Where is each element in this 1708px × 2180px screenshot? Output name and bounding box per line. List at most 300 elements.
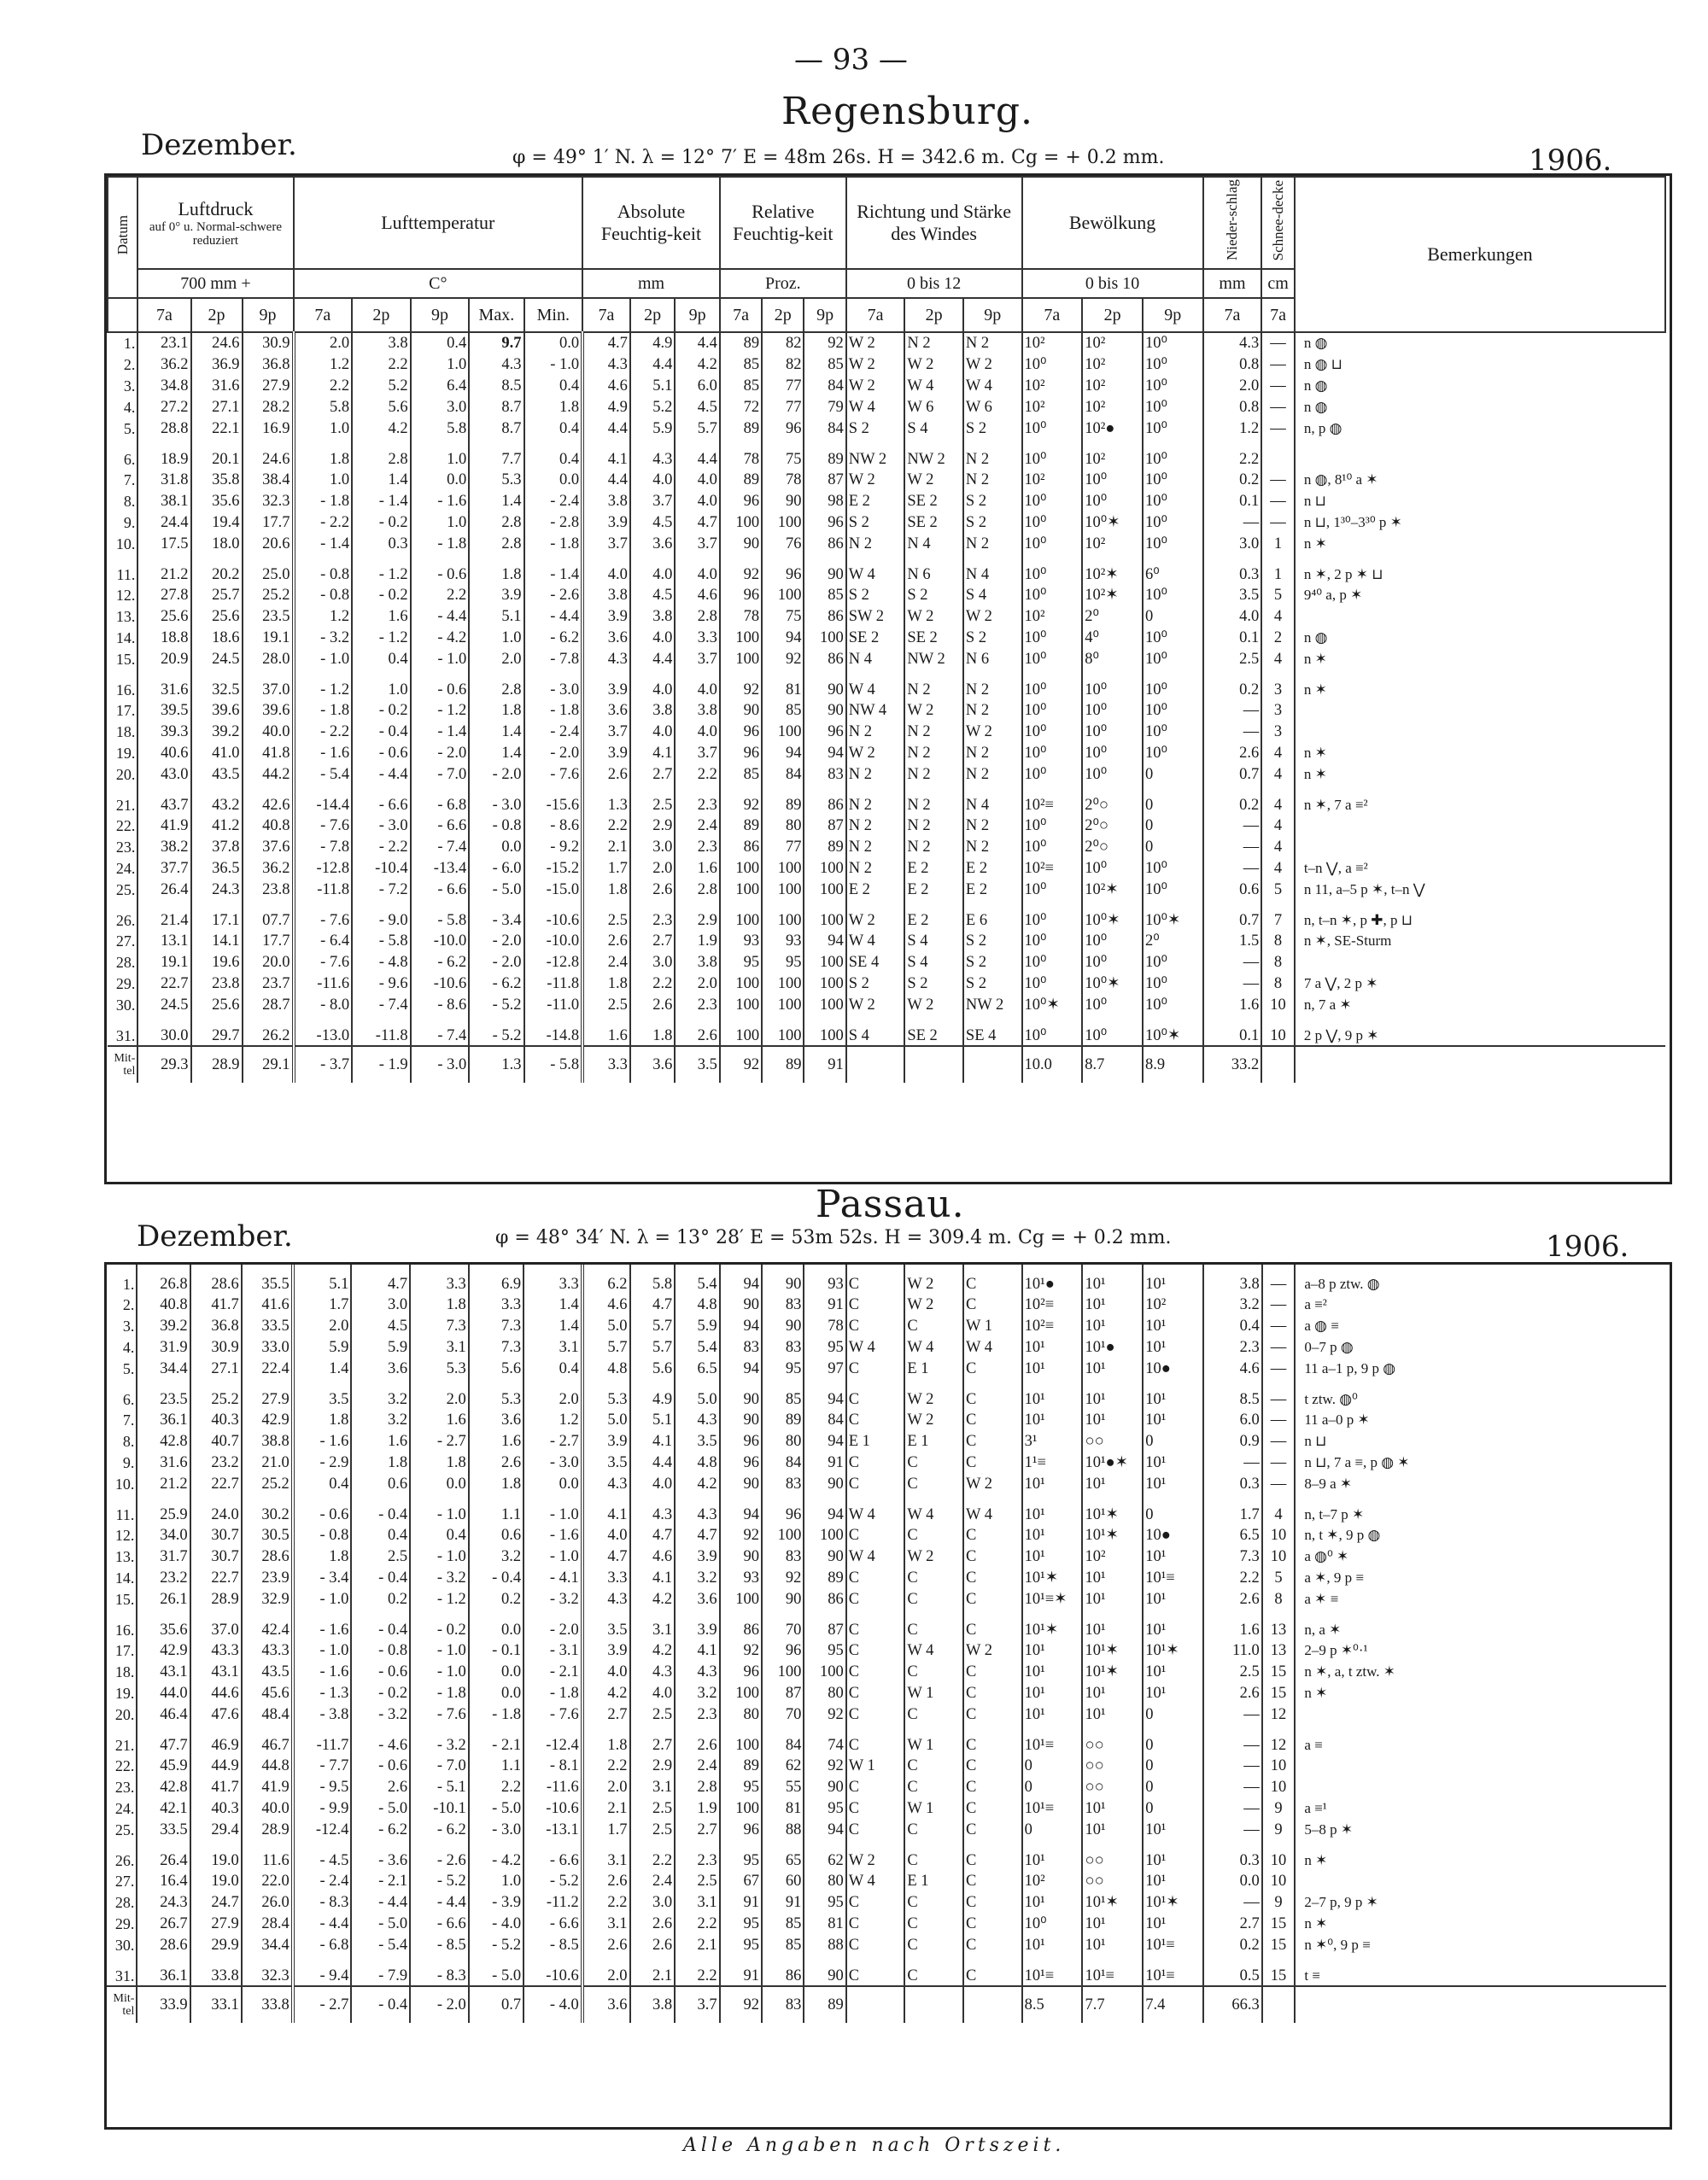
cell-precipitation: — [1203, 1452, 1262, 1473]
cell-pressure-2p: 24.3 [191, 879, 243, 900]
cell-temp-9p: - 1.0 [410, 1639, 469, 1661]
cell-pressure-2p: 44.9 [190, 1755, 242, 1776]
header-bewoelkung: Bewölkung [1022, 177, 1203, 269]
cell-wind-9p: N 2 [963, 469, 1022, 490]
cell-cloud-7a: 10¹≡ [1022, 1725, 1083, 1755]
cell-abs-humidity-2p: 2.2 [630, 1840, 676, 1870]
cell-pressure-7a: 40.8 [137, 1294, 190, 1315]
cell-snow-depth: 4 [1261, 857, 1295, 879]
cell-temp-max: 1.8 [469, 699, 524, 721]
cell-rel-humidity-7a: 93 [720, 930, 762, 951]
cell-abs-humidity-9p: 4.0 [675, 469, 720, 490]
cell-wind-2p: C [904, 1473, 963, 1494]
cell-abs-humidity-9p: 2.3 [675, 1840, 720, 1870]
cell-abs-humidity-7a: 4.1 [582, 1494, 630, 1524]
table-row [107, 1819, 1666, 1840]
cell-abs-humidity-2p: 1.8 [630, 1015, 676, 1046]
cell-cloud-2p: 10¹✶ [1082, 1524, 1143, 1546]
cell-wind-9p: W 4 [963, 375, 1022, 396]
cell-day: 15. [114, 1590, 135, 1608]
cell-cloud-9p: 10¹ [1143, 1588, 1203, 1610]
cell-wind-2p: W 4 [904, 1494, 963, 1524]
cell-rel-humidity-7a: 94 [720, 1265, 762, 1294]
cell-temp-7a: - 6.8 [293, 1934, 352, 1955]
cell-abs-humidity-7a: 3.7 [582, 721, 630, 742]
cell-rel-humidity-7a: 89 [720, 332, 762, 354]
cell-wind-7a: W 4 [846, 930, 905, 951]
cell-abs-humidity-2p: 4.9 [630, 1379, 676, 1409]
cell-abs-humidity-7a: 3.9 [582, 669, 630, 699]
cell-abs-humidity-7a: 3.6 [582, 1986, 630, 2023]
cell-precipitation: 1.6 [1203, 994, 1262, 1015]
cell-wind-9p: E 2 [963, 857, 1022, 879]
table-row [107, 1661, 1666, 1682]
cell-abs-humidity-7a: 3.9 [582, 1639, 630, 1661]
subhdr-7a: 7a [846, 298, 905, 332]
cell-temp-min: - 8.1 [524, 1755, 582, 1776]
cell-cloud-9p: 10² [1143, 1294, 1203, 1315]
cell-day: 7. [123, 470, 136, 488]
cell-precipitation: 4.3 [1203, 332, 1262, 354]
cell-abs-humidity-9p: 3.1 [675, 1891, 720, 1913]
cell-precipitation: 2.7 [1203, 1913, 1262, 1934]
cell-pressure-9p: 22.4 [242, 1358, 293, 1379]
cell-wind-9p: C [963, 1934, 1022, 1955]
cell-temp-2p: - 9.6 [352, 973, 411, 994]
cell-remarks: n ◍ [1295, 396, 1665, 418]
cell-temp-max: 4.3 [469, 354, 524, 375]
cell-snow-depth: — [1262, 1452, 1296, 1473]
cell-temp-9p: 3.3 [410, 1265, 469, 1294]
cell-pressure-2p: 30.9 [190, 1336, 242, 1358]
cell-temp-min: - 3.2 [524, 1588, 582, 1610]
cell-abs-humidity-2p: 5.2 [630, 396, 676, 418]
cell-snow-depth: 1 [1261, 554, 1295, 584]
cell-wind-9p: W 2 [963, 1473, 1022, 1494]
cell-abs-humidity-2p: 2.2 [630, 973, 676, 994]
cell-day: 21. [114, 1737, 135, 1754]
cell-wind-9p: E 6 [963, 900, 1022, 930]
cell-temp-min: - 2.0 [524, 1610, 582, 1639]
cell-remarks: n ✶ [1295, 648, 1665, 669]
cell-rel-humidity-2p: 100 [762, 584, 804, 605]
cell-abs-humidity-9p: 4.3 [675, 1494, 720, 1524]
cell-remarks [1295, 1986, 1666, 2023]
cell-abs-humidity-2p: 4.5 [630, 511, 676, 533]
cell-abs-humidity-2p: 4.1 [630, 1430, 676, 1452]
cell-temp-9p: - 1.8 [411, 533, 470, 554]
cell-precipitation: — [1203, 511, 1262, 533]
cell-cloud-2p: 10²✶ [1082, 879, 1143, 900]
cell-temp-max: 0.0 [469, 1661, 524, 1682]
cell-cloud-2p: 10¹ [1082, 1409, 1143, 1430]
cell-snow-depth: 5 [1262, 1567, 1296, 1588]
cell-abs-humidity-7a: 2.2 [582, 1755, 630, 1776]
cell-cloud-9p: 10¹ [1143, 1315, 1203, 1336]
cell-abs-humidity-9p: 4.3 [675, 1661, 720, 1682]
cell-rel-humidity-2p: 94 [762, 742, 804, 763]
cell-temp-7a: 1.2 [294, 354, 353, 375]
cell-temp-9p: - 6.6 [410, 1913, 469, 1934]
cell-abs-humidity-7a: 2.6 [582, 930, 630, 951]
cell-rel-humidity-7a: 92 [720, 669, 762, 699]
cell-abs-humidity-2p: 3.8 [630, 699, 676, 721]
table-row [107, 1409, 1666, 1430]
table-row [107, 1452, 1666, 1473]
cell-pressure-7a: 25.9 [137, 1494, 190, 1524]
cell-snow-depth: 3 [1261, 721, 1295, 742]
cell-rel-humidity-2p: 100 [762, 900, 804, 930]
cell-wind-9p: C [963, 1955, 1022, 1986]
subhdr-9p: 9p [243, 298, 294, 332]
cell-wind-7a: N 4 [846, 648, 905, 669]
cell-temp-min: - 2.0 [524, 742, 583, 763]
cell-wind-7a: C [846, 1379, 905, 1409]
cell-cloud-2p: 10¹● [1082, 1336, 1143, 1358]
cell-snow-depth: — [1261, 354, 1295, 375]
cell-pressure-9p: 38.8 [242, 1430, 293, 1452]
cell-precipitation: 2.2 [1203, 439, 1262, 469]
table-body-regensburg [108, 332, 1665, 1083]
cell-cloud-2p: 10⁰ [1082, 951, 1143, 973]
cell-precipitation: — [1203, 1819, 1262, 1840]
cell-rel-humidity-7a: 95 [720, 1840, 762, 1870]
cell-abs-humidity-7a: 2.2 [582, 815, 630, 836]
cell-abs-humidity-2p: 2.5 [630, 1797, 676, 1819]
cell-abs-humidity-7a: 4.0 [582, 1524, 630, 1546]
cell-abs-humidity-9p: 2.3 [675, 836, 720, 857]
cell-rel-humidity-9p: 100 [804, 1661, 845, 1682]
cell-cloud-9p: 10⁰ [1143, 584, 1203, 605]
cell-pressure-7a: 24.3 [137, 1891, 190, 1913]
cell-precipitation: 0.1 [1203, 627, 1262, 648]
cell-temp-2p: 5.6 [352, 396, 411, 418]
cell-abs-humidity-2p: 5.7 [630, 1315, 676, 1336]
cell-wind-7a: SW 2 [846, 605, 905, 627]
cell-rel-humidity-9p: 100 [804, 627, 845, 648]
cell-cloud-7a: 0 [1022, 1755, 1083, 1776]
cell-abs-humidity-9p: 2.7 [675, 1819, 720, 1840]
cell-rel-humidity-9p: 85 [804, 584, 845, 605]
cell-cloud-9p: 10⁰ [1143, 490, 1203, 511]
cell-rel-humidity-9p: 80 [804, 1870, 845, 1891]
table-row [107, 1639, 1666, 1661]
cell-cloud-9p: 10⁰ [1143, 857, 1203, 879]
cell-abs-humidity-9p: 4.4 [675, 439, 720, 469]
cell-cloud-2p: 10² [1082, 354, 1143, 375]
cell-cloud-2p: 10⁰ [1082, 1015, 1143, 1046]
header-lufttemperatur: Lufttemperatur [294, 177, 583, 269]
cell-day: 4. [122, 1338, 135, 1356]
cell-day: 5. [123, 419, 136, 437]
cell-temp-min: -10.6 [524, 1797, 582, 1819]
cell-temp-min: - 6.6 [524, 1840, 582, 1870]
cell-pressure-9p: 35.5 [242, 1265, 293, 1294]
cell-pressure-7a: 43.1 [137, 1661, 190, 1682]
cell-cloud-2p: 10¹ [1082, 1294, 1143, 1315]
cell-cloud-2p: 10¹ [1082, 1934, 1143, 1955]
cell-cloud-7a: 10²≡ [1022, 1315, 1083, 1336]
cell-pressure-9p: 42.9 [242, 1409, 293, 1430]
cell-snow-depth: 4 [1261, 742, 1295, 763]
cell-rel-humidity-7a: 100 [720, 627, 762, 648]
cell-cloud-7a: 10¹ [1022, 1336, 1083, 1358]
subhdr-2p: 2p [191, 298, 243, 332]
cell-temp-2p: 0.3 [352, 533, 411, 554]
cell-temp-min: - 1.8 [524, 699, 583, 721]
cell-precipitation: 6.5 [1203, 1524, 1262, 1546]
cell-wind-9p: W 4 [963, 1336, 1022, 1358]
cell-precipitation: 2.5 [1203, 1661, 1262, 1682]
table-row [108, 763, 1665, 785]
cell-abs-humidity-2p: 4.5 [630, 584, 676, 605]
cell-rel-humidity-7a: 96 [720, 1819, 762, 1840]
cell-cloud-2p: 10¹ [1082, 1682, 1143, 1704]
cell-temp-2p: - 4.4 [351, 1891, 410, 1913]
cell-pressure-9p: 21.0 [242, 1452, 293, 1473]
cell-temp-7a: - 7.7 [293, 1755, 352, 1776]
cell-snow-depth: 15 [1262, 1661, 1296, 1682]
table-row [107, 1776, 1666, 1797]
cell-pressure-2p: 31.6 [191, 375, 243, 396]
cell-temp-9p: - 7.6 [410, 1704, 469, 1725]
cell-wind-9p: SE 4 [963, 1015, 1022, 1046]
year-passau: 1906. [1546, 1230, 1629, 1264]
subhdr-max: Max. [469, 298, 524, 332]
cell-abs-humidity-9p: 4.0 [675, 669, 720, 699]
cell-rel-humidity-7a: 90 [720, 533, 762, 554]
cell-pressure-9p: 23.7 [243, 973, 294, 994]
cell-rel-humidity-2p: 70 [762, 1610, 804, 1639]
cell-pressure-9p: 19.1 [243, 627, 294, 648]
cell-temp-2p: - 0.2 [352, 584, 411, 605]
cell-wind-7a: W 4 [846, 396, 905, 418]
cell-wind-9p: C [963, 1546, 1022, 1567]
cell-temp-min: - 2.7 [524, 1430, 582, 1452]
cell-pressure-9p: 17.7 [243, 930, 294, 951]
cell-pressure-9p: 27.9 [242, 1379, 293, 1409]
cell-temp-min: 0.0 [524, 1473, 582, 1494]
cell-rel-humidity-9p: 80 [804, 1682, 845, 1704]
cell-cloud-2p: 10¹✶ [1082, 1661, 1143, 1682]
cell-snow-depth: — [1262, 1379, 1296, 1409]
cell-abs-humidity-7a: 1.8 [582, 1725, 630, 1755]
cell-abs-humidity-9p: 2.6 [675, 1015, 720, 1046]
cell-wind-9p: C [963, 1265, 1022, 1294]
cell-temp-min: - 2.6 [524, 584, 583, 605]
cell-cloud-7a: 10²≡ [1022, 785, 1083, 815]
cell-rel-humidity-9p: 90 [804, 699, 845, 721]
cell-rel-humidity-9p: 62 [804, 1840, 845, 1870]
cell-wind-2p: W 4 [904, 1336, 963, 1358]
cell-pressure-2p: 25.6 [191, 994, 243, 1015]
cell-rel-humidity-9p: 90 [804, 1546, 845, 1567]
cell-temp-max: 1.0 [469, 627, 524, 648]
cell-temp-9p: - 0.6 [411, 669, 470, 699]
cell-cloud-9p: 10¹ [1143, 1265, 1203, 1294]
cell-precipitation: 0.0 [1203, 1870, 1262, 1891]
cell-cloud-9p: 0 [1143, 815, 1203, 836]
cell-wind-2p: E 2 [904, 879, 963, 900]
cell-wind-9p: S 2 [963, 973, 1022, 994]
cell-temp-min: -15.0 [524, 879, 583, 900]
cell-snow-depth: 13 [1262, 1639, 1296, 1661]
cell-day: 1. [123, 335, 136, 352]
cell-wind-2p: C [904, 1819, 963, 1840]
cell-abs-humidity-2p: 2.9 [630, 815, 676, 836]
cell-precipitation: 1.6 [1203, 1610, 1262, 1639]
cell-rel-humidity-7a: 86 [720, 1610, 762, 1639]
cell-pressure-9p: 27.9 [243, 375, 294, 396]
cell-cloud-7a: 10¹ [1022, 1682, 1083, 1704]
cell-abs-humidity-9p: 4.2 [675, 1473, 720, 1494]
cell-pressure-2p: 29.9 [190, 1934, 242, 1955]
cell-temp-max: 2.8 [469, 669, 524, 699]
cell-precipitation: — [1203, 951, 1262, 973]
cell-rel-humidity-2p: 100 [762, 994, 804, 1015]
cell-cloud-7a: 10⁰ [1022, 900, 1083, 930]
cell-remarks: a ◍⁰ ✶ [1295, 1546, 1666, 1567]
cell-rel-humidity-2p: 100 [762, 973, 804, 994]
table-row [107, 1546, 1666, 1567]
cell-wind-2p: N 2 [904, 669, 963, 699]
cell-rel-humidity-9p: 94 [804, 1379, 845, 1409]
cell-wind-9p: S 2 [963, 627, 1022, 648]
cell-precipitation: — [1203, 1755, 1262, 1776]
cell-pressure-9p: 42.6 [243, 785, 294, 815]
cell-cloud-9p: 10⁰ [1143, 469, 1203, 490]
cell-temp-7a: - 4.4 [293, 1913, 352, 1934]
cell-snow-depth: 9 [1262, 1797, 1296, 1819]
cell-wind-2p: C [904, 1934, 963, 1955]
cell-temp-min: 0.4 [524, 375, 583, 396]
cell-cloud-9p: 6⁰ [1143, 554, 1203, 584]
cell-pressure-2p: 37.0 [190, 1610, 242, 1639]
cell-temp-7a: 1.8 [294, 439, 353, 469]
cell-wind-9p: N 2 [963, 763, 1022, 785]
cell-snow-depth: — [1262, 1294, 1296, 1315]
cell-wind-9p: N 4 [963, 785, 1022, 815]
cell-cloud-2p: 10²● [1082, 418, 1143, 439]
cell-wind-9p: W 1 [963, 1315, 1022, 1336]
cell-temp-2p: - 7.2 [352, 879, 411, 900]
cell-temp-7a: - 0.8 [293, 1524, 352, 1546]
cell-rel-humidity-2p: 90 [762, 490, 804, 511]
cell-snow-depth: 10 [1262, 1546, 1296, 1567]
cell-pressure-2p: 27.1 [191, 396, 243, 418]
cell-abs-humidity-9p: 2.4 [675, 1755, 720, 1776]
cell-wind-7a: S 2 [846, 584, 905, 605]
cell-cloud-9p: 10¹≡ [1143, 1955, 1203, 1986]
cell-temp-2p: - 4.6 [351, 1725, 410, 1755]
cell-pressure-9p: 32.9 [242, 1588, 293, 1610]
cell-temp-min: -12.4 [524, 1725, 582, 1755]
cell-wind-7a: N 2 [846, 763, 905, 785]
cell-pressure-2p: 24.7 [190, 1891, 242, 1913]
cell-temp-min: - 1.6 [524, 1524, 582, 1546]
cell-temp-max: 1.4 [469, 721, 524, 742]
cell-temp-7a: - 0.6 [293, 1494, 352, 1524]
cell-wind-7a: C [846, 1682, 905, 1704]
cell-wind-2p: NW 2 [904, 648, 963, 669]
cell-precipitation: 3.5 [1203, 584, 1262, 605]
cell-precipitation: 2.2 [1203, 1567, 1262, 1588]
table-row [107, 1870, 1666, 1891]
cell-temp-max: - 6.0 [469, 857, 524, 879]
cell-abs-humidity-9p: 4.7 [675, 511, 720, 533]
cell-rel-humidity-2p: 85 [762, 1913, 804, 1934]
cell-cloud-7a: 10² [1022, 469, 1083, 490]
cell-abs-humidity-9p: 5.7 [675, 418, 720, 439]
cell-abs-humidity-7a: 2.7 [582, 1704, 630, 1725]
cell-day: 29. [114, 1914, 135, 1932]
cell-pressure-9p: 36.8 [243, 354, 294, 375]
cell-cloud-9p: 7.4 [1143, 1986, 1203, 2023]
cell-pressure-2p: 39.2 [191, 721, 243, 742]
cell-wind-7a: W 4 [846, 1336, 905, 1358]
cell-abs-humidity-9p: 4.3 [675, 1409, 720, 1430]
cell-rel-humidity-9p: 89 [804, 439, 845, 469]
cell-cloud-7a: 10⁰ [1022, 584, 1083, 605]
cell-temp-9p: - 2.0 [411, 742, 470, 763]
cell-abs-humidity-7a: 6.2 [582, 1265, 630, 1294]
cell-abs-humidity-9p: 4.0 [675, 721, 720, 742]
cell-wind-2p: W 2 [904, 1265, 963, 1294]
cell-cloud-2p: 10² [1082, 1546, 1143, 1567]
cell-temp-min: - 6.2 [524, 627, 583, 648]
cell-pressure-9p: 17.7 [243, 511, 294, 533]
cell-rel-humidity-9p: 91 [804, 1046, 845, 1083]
cell-pressure-9p: 40.0 [242, 1797, 293, 1819]
cell-temp-max: - 5.0 [469, 1955, 524, 1986]
cell-temp-max: - 2.1 [469, 1725, 524, 1755]
cell-temp-2p: - 0.6 [351, 1755, 410, 1776]
cell-temp-min: 1.8 [524, 396, 583, 418]
cell-temp-7a: 2.0 [293, 1315, 352, 1336]
cell-abs-humidity-2p: 2.5 [630, 1819, 676, 1840]
cell-abs-humidity-7a: 1.7 [582, 1819, 630, 1840]
cell-abs-humidity-9p: 1.6 [675, 857, 720, 879]
cell-abs-humidity-9p: 2.6 [675, 1725, 720, 1755]
cell-abs-humidity-9p: 3.2 [675, 1682, 720, 1704]
cell-precipitation: 0.1 [1203, 490, 1262, 511]
cell-cloud-9p: 10¹ [1143, 1661, 1203, 1682]
cell-abs-humidity-2p: 3.1 [630, 1610, 676, 1639]
cell-wind-2p: N 2 [904, 785, 963, 815]
header-niederschlag: Nieder-schlag [1203, 177, 1262, 269]
cell-rel-humidity-7a: 91 [720, 1891, 762, 1913]
cell-temp-9p: -10.0 [411, 930, 470, 951]
cell-temp-max: - 5.0 [469, 1797, 524, 1819]
cell-temp-2p: 4.2 [352, 418, 411, 439]
subhdr-2p: 2p [762, 298, 804, 332]
cell-temp-7a: 5.1 [293, 1265, 352, 1294]
cell-rel-humidity-7a: 100 [720, 1588, 762, 1610]
cell-remarks: 5–8 p ✶ [1295, 1819, 1666, 1840]
cell-pressure-2p: 17.1 [191, 900, 243, 930]
cell-abs-humidity-2p: 4.3 [630, 1661, 676, 1682]
cell-rel-humidity-7a: 100 [720, 1682, 762, 1704]
cell-rel-humidity-2p: 82 [762, 332, 804, 354]
table-row [108, 584, 1665, 605]
cell-cloud-2p: ○○ [1082, 1755, 1143, 1776]
cell-cloud-9p: 10⁰ [1143, 511, 1203, 533]
cell-temp-9p: 1.6 [410, 1409, 469, 1430]
cell-rel-humidity-7a: 96 [720, 1430, 762, 1452]
cell-rel-humidity-9p: 100 [804, 973, 845, 994]
cell-abs-humidity-9p: 3.7 [675, 1986, 720, 2023]
cell-pressure-7a: 34.0 [137, 1524, 190, 1546]
